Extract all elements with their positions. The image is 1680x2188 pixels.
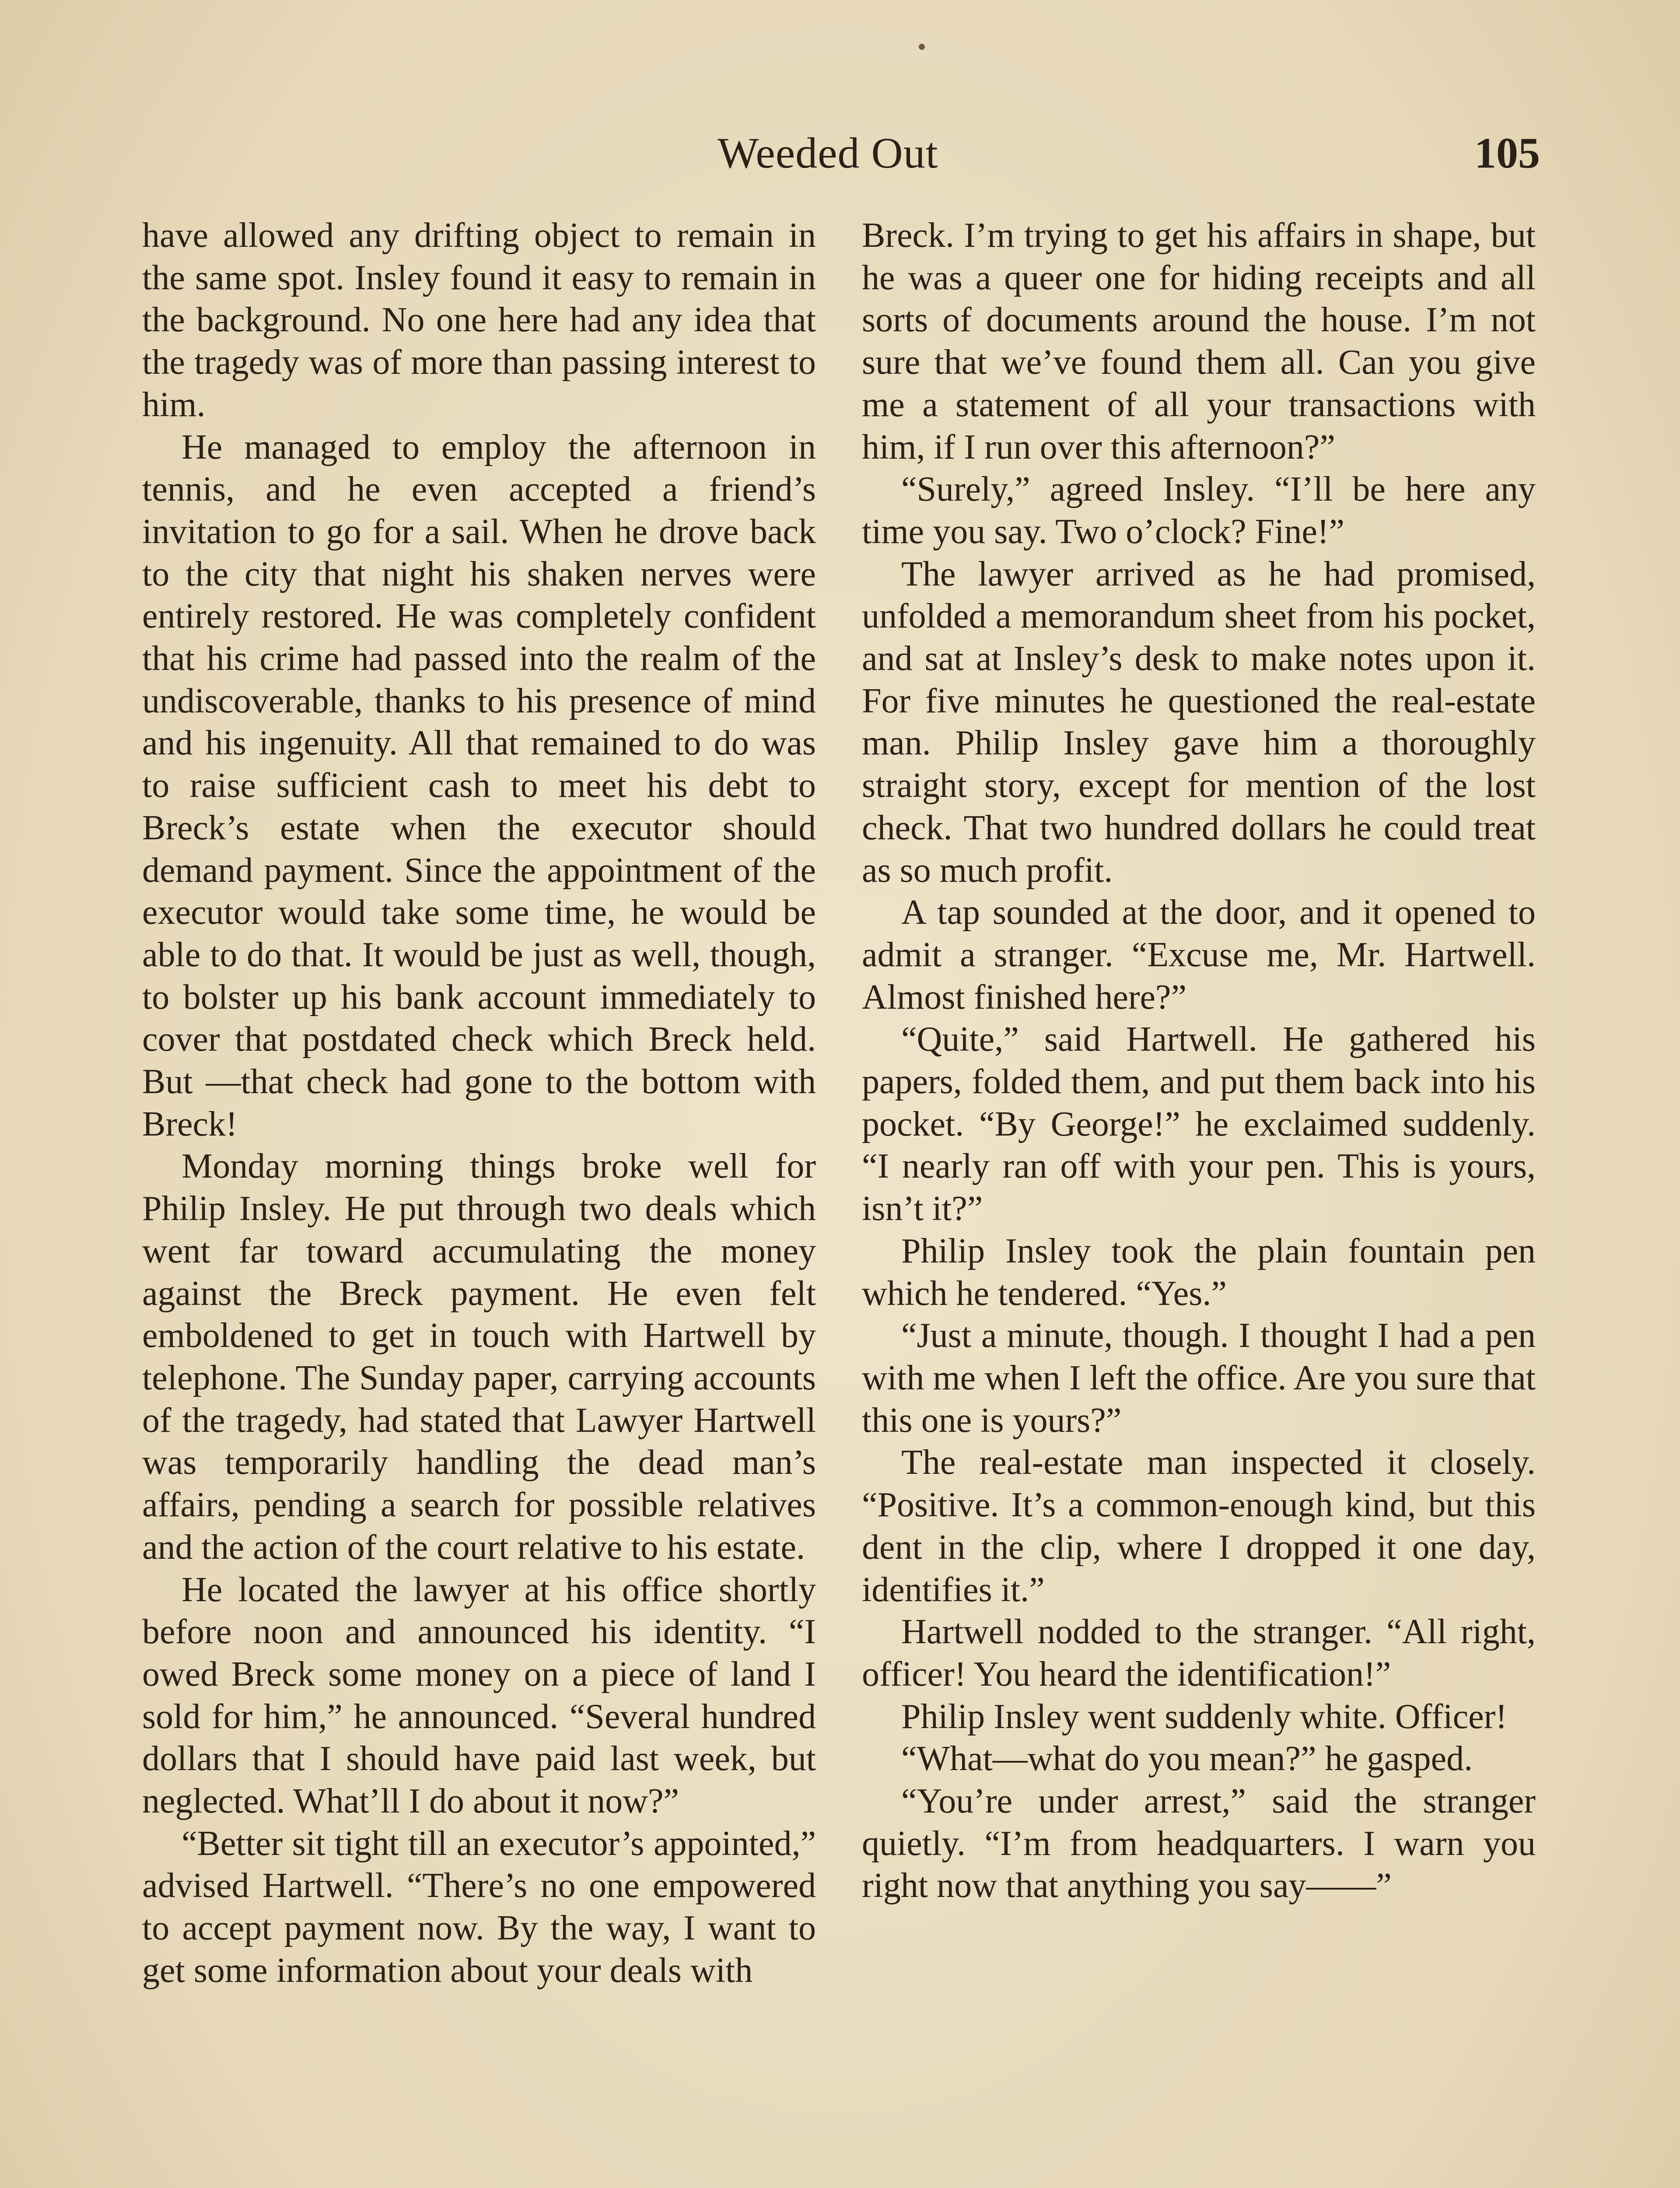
page-number: 105 (1474, 129, 1540, 177)
page-header (144, 127, 1540, 188)
paragraph: “Better sit tight till an executor’s appointed,” advised Hartwell. “There’s no one empowered to accept payment now. By the way, I want to get some information about your deals with (142, 1824, 816, 1990)
paragraph: Philip Insley went suddenly white. Officer! (901, 1697, 1507, 1736)
running-title: Weeded Out (718, 129, 938, 177)
paragraph: He managed to employ the afternoon in tennis, and he even accepted a friend’s invitation to go for a sail. When he drove back to the city that night his shaken nerves were entirely restored. He was completely confident that his crime had passed into the realm of the undiscoverable, thanks to his presence of mind and his ingenuity. All that remained to do was to raise sufficient cash to meet his debt to Breck’s estate when the executor should demand payment. Since the appointment of the executor would take some time, he would be able to do that. It would be just as well, though, to bolster up his bank account immediately to cover that postdated check which Breck held. But —that check had gone to the bottom with Breck! (142, 428, 816, 1143)
ink-speck (919, 44, 925, 50)
right-column (862, 214, 1536, 1907)
paragraph: “Quite,” said Hartwell. He gathered his papers, folded them, and put them back into his pocket. “By George!” he exclaimed suddenly. “I nearly ran off with your pen. This is yours, isn’t it?” (862, 1020, 1536, 1228)
paragraph: “What—what do you mean?” he gasped. (901, 1739, 1473, 1778)
paragraph: “Just a minute, though. I thought I had a pen with me when I left the office. Are you sure that this one is yours?” (862, 1316, 1536, 1440)
paragraph: The real-estate man inspected it closely. “Positive. It’s a common-enough kind, but this dent in the clip, where I dropped it one day, identifies it.” (862, 1443, 1536, 1609)
paragraph: Breck. I’m trying to get his affairs in shape, but he was a queer one for hiding receipts and all sorts of documents around the house. I’m not sure that we’ve found them all. Can you give me a statement of all your transactions with him, if I run over this afternoon?” (862, 216, 1536, 466)
paragraph: The lawyer arrived as he had promised, unfolded a memorandum sheet from his pocket, and sat at Insley’s desk to make notes upon it. For five minutes he questioned the real-estate man. Philip Insley gave him a thoroughly straight story, except for mention of the lost check. That two hundred dollars he could treat as so much profit. (862, 554, 1536, 890)
paragraph: A tap sounded at the door, and it opened to admit a stranger. “Excuse me, Mr. Hartwell. Almost finished here?” (862, 893, 1536, 1017)
paragraph: have allowed any drifting object to remain in the same spot. Insley found it easy to remain in the background. No one here had any idea that the tragedy was of more than passing interest to him. (142, 216, 816, 424)
paragraph: “You’re under arrest,” said the stranger quietly. “I’m from headquarters. I warn you right now that anything you say——” (862, 1782, 1536, 1905)
paragraph: Monday morning things broke well for Philip Insley. He put through two deals which went far toward accumulating the money against the Breck payment. He even felt emboldened to get in touch with Hartwell by telephone. The Sunday paper, carrying accounts of the tragedy, had stated that Lawyer Hartwell was temporarily handling the dead man’s affairs, pending a search for possible relatives and the action of the court relative to his estate. (142, 1147, 816, 1567)
paragraph: “Surely,” agreed Insley. “I’ll be here any time you say. Two o’clock? Fine!” (862, 470, 1536, 551)
paragraph: He located the lawyer at his office shortly before noon and announced his identity. “I owed Breck some money on a piece of land I sold for him,” he announced. “Several hundred dollars that I should have paid last week, but neglected. What’ll I do about it now?” (142, 1570, 816, 1821)
paragraph: Philip Insley took the plain fountain pen which he tendered. “Yes.” (862, 1231, 1536, 1313)
left-column (142, 214, 816, 1992)
paragraph: Hartwell nodded to the stranger. “All right, officer! You heard the identification!” (862, 1613, 1536, 1694)
